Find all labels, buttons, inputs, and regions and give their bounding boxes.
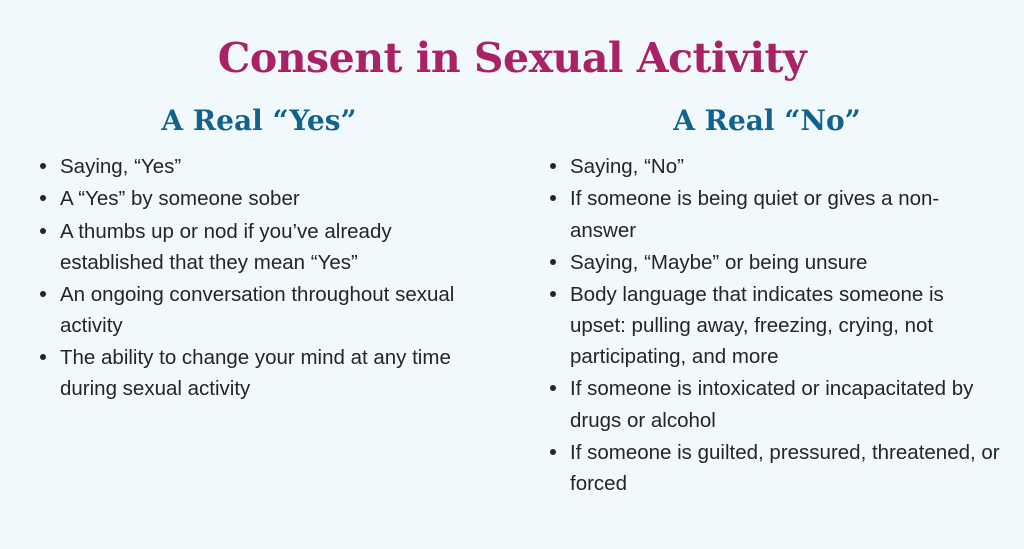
column-heading-no: A Real “No” — [673, 104, 861, 138]
columns-container — [0, 105, 1024, 500]
column-heading-yes: A Real “Yes” — [161, 104, 357, 138]
list-item: If someone is being quiet or gives a non-answer — [568, 183, 1000, 245]
list-item: An ongoing conversation throughout sexual activity — [58, 279, 494, 341]
list-item: If someone is guilted, pressured, threatened, or forced — [568, 437, 1000, 499]
list-item: If someone is intoxicated or incapacitated by drugs or alcohol — [568, 373, 1000, 435]
list-item: A “Yes” by someone sober — [58, 183, 494, 214]
column-real-yes — [14, 105, 512, 500]
list-item: Body language that indicates someone is upset: pulling away, freezing, crying, not participating, and more — [568, 279, 1000, 372]
page-title: Consent in Sexual Activity — [217, 34, 807, 82]
list-real-no — [534, 151, 1000, 499]
list-real-yes — [24, 151, 494, 404]
list-item: Saying, “Yes” — [58, 151, 494, 182]
list-item: The ability to change your mind at any time during sexual activity — [58, 342, 494, 404]
list-item: A thumbs up or nod if you’ve already established that they mean “Yes” — [58, 216, 494, 278]
list-item: Saying, “Maybe” or being unsure — [568, 247, 1000, 278]
list-item: Saying, “No” — [568, 151, 1000, 182]
column-real-no — [512, 105, 1010, 500]
